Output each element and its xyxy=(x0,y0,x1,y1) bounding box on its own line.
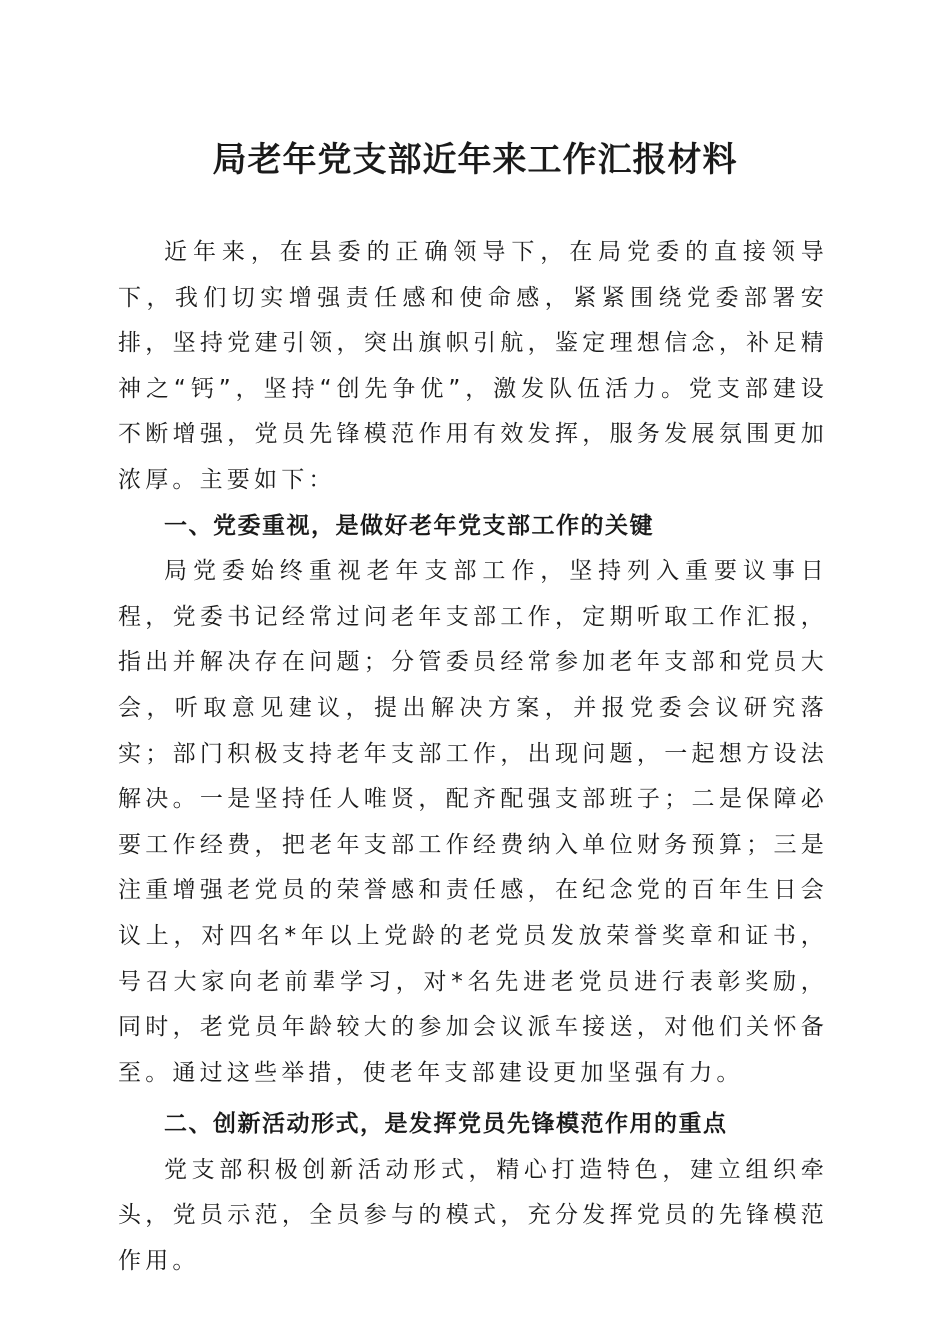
section-body-1: 局党委始终重视老年支部工作，坚持列入重要议事日程，党委书记经常过问老年支部工作，定期听取工作汇报，指出并解决存在问题；分管委员经常参加老年支部和党员大会，听取意见建议，提出解决方案，并报党委会议研究落实；部门积极支持老年支部工作，出现问题，一起想方设法解决。一是坚持任人唯贤，配齐配强支部班子；二是保障必要工作经费，把老年支部工作经费纳入单位财务预算；三是注重增强老党员的荣誉感和责任感，在纪念党的百年生日会议上，对四名*年以上党龄的老党员发放荣誉奖章和证书，号召大家向老前辈学习，对*名先进老党员进行表彰奖励，同时，老党员年龄较大的参加会议派车接送，对他们关怀备至。通过这些举措，使老年支部建设更加坚强有力。 xyxy=(118,558,828,1086)
section-body-2: 党支部积极创新活动形式，精心打造特色，建立组织牵头，党员示范，全员参与的模式，充分发挥党员的先锋模范作用。 xyxy=(118,1156,828,1275)
section-heading-2: 二、创新活动形式，是发挥党员先锋模范作用的重点 xyxy=(164,1111,728,1138)
intro-paragraph: 近年来，在县委的正确领导下，在局党委的直接领导下，我们切实增强责任感和使命感，紧紧围绕党委部署安排，坚持党建引领，突出旗帜引航，鉴定理想信念，补足精神之“钙”，坚持“创先争优”，激发队伍活力。党支部建设不断增强，党员先锋模范作用有效发挥，服务发展氛围更加浓厚。主要如下： xyxy=(118,239,828,493)
section-heading-1: 一、党委重视，是做好老年党支部工作的关键 xyxy=(164,512,654,539)
document-title: 局老年党支部近年来工作汇报材料 xyxy=(212,140,738,180)
document-body xyxy=(118,230,828,1285)
